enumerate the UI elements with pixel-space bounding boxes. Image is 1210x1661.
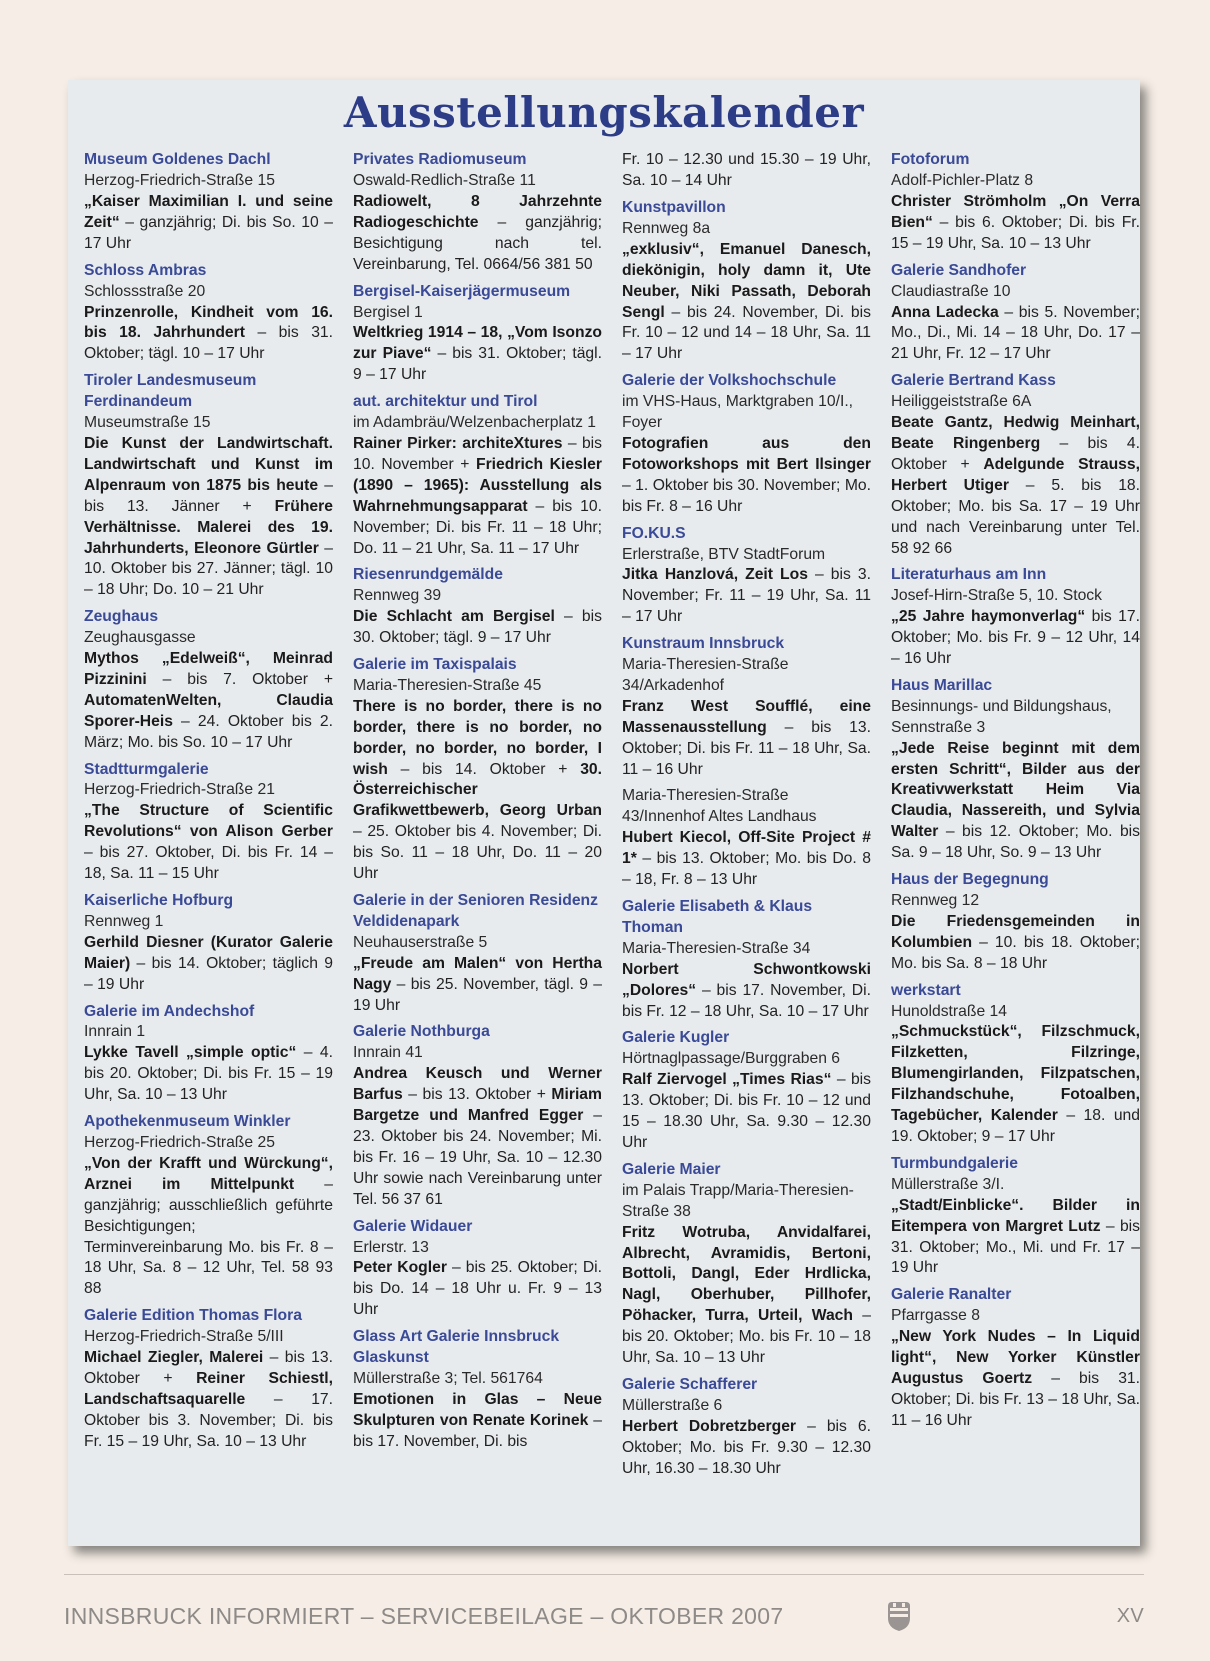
calendar-columns [84,150,1141,1485]
venue-address: im Palais Trapp/Maria-Theresien-Straße 38 [622,1181,854,1220]
venue-name: Museum Goldenes Dachl [84,151,271,169]
venue-address: Besinnungs- und Bildungshaus, Sennstraße 3 [891,697,1112,736]
calendar-entry [353,565,602,649]
venue-address: Oswald-Redlich-Straße 11 [353,172,536,190]
venue-address: Claudiastraße 10 [891,282,1011,300]
exhibition-dates: – bis 13. Oktober; Di. bis Fr. 11 – 18 Uhr, Sa. 11 – 16 Uhr [622,718,871,778]
exhibition-title: Jitka Hanzlová, Zeit Los [622,566,808,584]
exhibition-dates: – bis 7. Oktober + [146,670,333,688]
venue-address: Adolf-Pichler-Platz 8 [891,172,1034,190]
exhibition-dates: – bis 12. Oktober; Mo. bis Sa. 9 – 18 Uhr, So. 9 – 13 Uhr [891,823,1140,862]
exhibition-details [891,1196,1140,1280]
exhibition-title: Andrea Keusch und Werner Barfus [353,1065,602,1104]
exhibition-title: Franz West Soufflé, eine Massenausstellung [622,697,871,736]
calendar-entry [353,655,602,885]
venue-name: Riesenrundgemälde [353,566,503,584]
calendar-entry [84,891,333,996]
exhibition-details [622,434,871,518]
exhibition-dates: – 24. Oktober bis 2. März; Mo. bis So. 10 – 17 Uhr [84,712,333,751]
exhibition-details [353,323,602,386]
exhibition-title: „Stadt/Einblicke“. Bilder in Eitempera von Margret Lutz [891,1196,1140,1235]
calendar-entry [891,1154,1140,1279]
venue-name: Galerie Maier [622,1160,721,1178]
exhibition-dates: – 18. und 19. Oktober; 9 – 17 Uhr [891,1107,1140,1145]
venue-address: Innrain 1 [84,1023,146,1041]
exhibition-title: Miriam Bargetze und Manfred Egger [353,1086,602,1125]
venue-name: FO.KU.S [622,524,686,542]
venue-address: Rennweg 12 [891,892,980,909]
exhibition-dates: – 5. bis 18. Oktober; Mo. bis Sa. 17 – 19 Uhr und nach Vereinbarung unter Tel. 58 92 66 [891,476,1140,557]
venue-name: Galerie der Volkshochschule [622,372,837,390]
exhibition-details [84,801,333,885]
exhibition-dates: – 10. Oktober bis 27. Jänner; tägl. 10 – 18 Uhr; Do. 10 – 21 Uhr [84,539,333,599]
venue-name: Galerie Sandhofer [891,261,1027,279]
page-footer [64,1574,1144,1633]
venue-name: Galerie Schafferer [622,1375,758,1393]
calendar-entry [353,891,602,1016]
exhibition-details [353,954,602,1017]
exhibition-details [622,1070,871,1154]
exhibition-dates: – 17. Oktober bis 3. November; Di. bis Fr. 15 – 19 Uhr, Sa. 10 – 13 Uhr [84,1390,333,1450]
exhibition-title: „Kaiser Maximilian I. und seine Zeit“ [84,193,333,231]
exhibition-dates: – bis 17. November, Di. bis [353,1411,602,1450]
exhibition-dates: – bis 31. Oktober; tägl. 10 – 17 Uhr [84,324,333,363]
venue-address: Rennweg 1 [84,912,164,930]
calendar-entry [84,1306,333,1452]
venue-address: Herzog-Friedrich-Straße 21 [84,781,275,799]
exhibition-dates: – 1. Oktober bis 30. November; Mo. bis Fr. 8 – 16 Uhr [622,476,871,515]
calendar-entry [84,760,333,885]
venue-address: Heiliggeiststraße 6A [891,393,1032,411]
exhibition-dates: – bis 31. Oktober; Mo., Mi. und Fr. 17 – 19 Uhr [891,1217,1141,1277]
exhibition-details [84,933,333,996]
venue-address: Müllerstraße 6 [622,1396,723,1414]
venue-name: Galerie im Taxispalais [353,656,517,674]
venue-address: Zeughausgasse [84,629,196,647]
venue-name: Literaturhaus am Inn [891,566,1047,584]
calendar-entry [353,1217,602,1322]
exhibition-title: AutomatenWelten, Claudia Sporer-Heis [84,691,333,730]
exhibition-title: Beate Gantz, Hedwig Meinhart, Beate Ringenberg [891,414,1140,452]
calendar-entry [84,1002,333,1107]
exhibition-dates: – bis 13. Oktober; Mo. bis Do. 8 – 18, Fr. 8 – 13 Uhr [622,850,871,889]
exhibition-dates: – bis 31. Oktober; tägl. 9 – 17 Uhr [353,345,602,384]
exhibition-title: „exklusiv“, Emanuel Danesch, diekönigin, holy damn it, Ute Neuber, Niki Passath, Deborah Sengl [622,240,871,321]
venue-address: Schlossstraße 20 [84,282,206,300]
exhibition-calendar-panel [68,80,1140,1546]
calendar-entry [353,1022,602,1210]
venue-address: Hunoldstraße 14 [891,1002,1007,1020]
exhibition-dates: – ganzjährig; Besichtigung nach tel. Vereinbarung, Tel. 0664/56 381 50 [353,213,602,273]
exhibition-details [891,303,1140,366]
venue-address: im VHS-Haus, Marktgraben 10/I., Foyer [622,393,854,432]
exhibition-dates: – bis 17. November, Di. bis Fr. 12 – 18 Uhr, Sa. 10 – 17 Uhr [622,981,871,1020]
exhibition-details [353,607,602,649]
calendar-entry [353,392,602,559]
venue-name: Kunstpavillon [622,199,726,216]
calendar-entry [622,1160,871,1369]
exhibition-details [622,150,871,192]
venue-address: Bergisel 1 [353,303,423,321]
exhibition-title: „New York Nudes – In Liquid light“, New Yorker Künstler Augustus Goertz [891,1328,1140,1387]
venue-name: Fotoforum [891,151,970,169]
column-4 [891,150,1140,1485]
exhibition-dates: bis 17. Oktober; Mo. bis Fr. 9 – 12 Uhr, 14 – 16 Uhr [891,608,1140,668]
exhibition-dates: – bis 4. Oktober + [891,434,1140,473]
venue-name: Galerie Widauer [353,1217,473,1235]
calendar-entry [353,282,602,387]
exhibition-details [84,434,333,601]
exhibition-dates: – bis 13. Oktober; Di. bis Fr. 10 – 12 und 15 – 18.30 Uhr, Sa. 9.30 – 12.30 Uhr [622,1071,871,1151]
exhibition-dates: – bis 25. Oktober; Di. bis Do. 14 – 18 Uhr u. Fr. 9 – 13 Uhr [353,1259,602,1319]
exhibition-title: Fritz Wotruba, Anvidalfarei, Albrecht, Avramidis, Bertoni, Bottoli, Dangl, Eder Hrdlicka, Nagl, Oberhuber, Pillhofer, Pöhacker, Turra, Urteil, Wach [622,1223,871,1325]
exhibition-dates: – bis 13. Jänner + [84,476,333,515]
calendar-entry [891,261,1140,366]
venue-name: Galerie Bertrand Kass [891,372,1056,390]
exhibition-details [891,607,1140,670]
venue-name: Schloss Ambras [84,261,207,279]
exhibition-details [622,828,871,891]
venue-address: Müllerstraße 3/I. [891,1175,1005,1193]
footer-text: INNSBRUCK INFORMIERT – SERVICEBEILAGE – OKTOBER 2007 [64,1602,784,1629]
venue-address: Herzog-Friedrich-Straße 25 [84,1133,275,1151]
exhibition-dates: – bis 10. November; Di. bis Fr. 11 – 18 Uhr; Do. 11 – 21 Uhr, Sa. 11 – 17 Uhr [353,497,602,557]
exhibition-details [891,1327,1140,1432]
calendar-entry [891,676,1140,864]
calendar-entry [84,150,333,255]
venue-name: Galerie in der Senioren Residenz Veldidenapark [353,892,598,930]
exhibition-details [891,192,1140,255]
calendar-entry [353,150,602,275]
calendar-entry [891,981,1140,1148]
exhibition-dates: – bis 24. November, Di. bis Fr. 10 – 12 und 14 – 18 Uhr, Sa. 11 – 17 Uhr [622,303,871,363]
exhibition-details [622,240,871,365]
venue-address: im Adambräu/Welzenbacherplatz 1 [353,414,596,432]
exhibition-details [891,413,1140,559]
exhibition-title: Norbert Schwontkowski „Dolores“ [622,960,871,999]
coat-of-arms-icon [885,1599,913,1633]
calendar-entry [622,897,871,1022]
exhibition-title: Anna Ladecka [891,303,999,321]
exhibition-title: „Von der Krafft und Würckung“, Arznei im Mittelpunkt [84,1154,333,1193]
exhibition-title: Friedrich Kiesler (1890 – 1965): Ausstellung als Wahrnehmungsapparat [353,455,602,515]
venue-name: Galerie Kugler [622,1029,730,1047]
calendar-entry [84,1112,333,1300]
page-title: Ausstellungskalender [343,88,865,137]
exhibition-details [622,565,871,628]
calendar-entry [891,150,1140,255]
exhibition-dates: – bis 6. Oktober; Di. bis Fr. 15 – 19 Uhr, Sa. 10 – 13 Uhr [891,213,1140,252]
exhibition-dates: – bis 20. Oktober; Mo. bis Fr. 10 – 18 Uhr, Sa. 10 – 13 Uhr [622,1307,871,1367]
venue-address: Erlerstr. 13 [353,1238,429,1256]
calendar-entry [891,870,1140,975]
venue-name: Galerie Elisabeth & Klaus Thoman [622,898,813,936]
venue-name: Apothekenmuseum Winkler [84,1113,291,1131]
exhibition-details [353,1258,602,1321]
calendar-entry [622,371,871,517]
exhibition-title: Die Friedensgemeinden in Kolumbien [891,912,1140,951]
calendar-entry [891,371,1140,559]
exhibition-title: Ralf Ziervogel „Times Rias“ [622,1071,832,1089]
exhibition-title: „Schmuckstück“, Filzschmuck, Filzketten, Filzringe, Blumengirlanden, Filzpatschen, Filzhandschuhe, Fotoalben, Tagebücher, Kalender [891,1023,1140,1125]
venue-name: Bergisel-Kaiserjägermuseum [353,282,571,300]
exhibition-title: Herbert Dobretzberger [622,1417,797,1435]
exhibition-details [891,912,1140,975]
venue-address: Innrain 41 [353,1044,423,1062]
exhibition-details [84,1154,333,1300]
venue-name: Turmbundgalerie [891,1154,1018,1172]
exhibition-details [622,960,871,1023]
page-number: XV [1116,1604,1144,1627]
column-3 [622,150,871,1485]
calendar-entry [622,198,871,365]
calendar-entry [891,1285,1140,1431]
column-1 [84,150,333,1485]
exhibition-title: Fotografien aus den Fotoworkshops mit Bert Ilsinger [622,434,871,473]
exhibition-title: Emotionen in Glas – Neue Skulpturen von Renate Korinek [353,1390,602,1429]
calendar-entry [622,1375,871,1480]
venue-address: Maria-Theresien-Straße 34/Arkadenhof [622,656,789,694]
venue-address: Hörtnaglpassage/Burggraben 6 [622,1050,841,1068]
exhibition-title: Weltkrieg 1914 – 18, „Vom Isonzo zur Piave“ [353,324,602,363]
calendar-entry [84,261,333,366]
exhibition-dates: – 25. Oktober bis 4. November; Di. bis So. 11 – 18 Uhr, Do. 11 – 20 Uhr [353,823,602,883]
exhibition-title: Rainer Pirker: architeXtures [353,434,563,452]
exhibition-title: „The Structure of Scientific Revolutions“ von Alison Gerber [84,802,333,841]
calendar-entry [891,565,1140,670]
exhibition-details [353,434,602,559]
exhibition-title: „25 Jahre haymonverlag“ [891,608,1086,626]
exhibition-title: There is no border, there is no border, there is no border, no border, no border, no border, I wish [353,697,602,778]
exhibition-title: Prinzenrolle, Kindheit vom 16. bis 18. Jahrhundert [84,303,333,342]
calendar-entry [622,524,871,629]
exhibition-details [84,303,333,366]
exhibition-details [84,1348,333,1453]
venue-name: Stadtturmgalerie [84,760,209,778]
exhibition-title: Christer Strömholm „On Verra Bien“ [891,193,1140,231]
venue-name: Zeughaus [84,608,159,626]
exhibition-details [622,1223,871,1369]
exhibition-dates: – bis 6. Oktober; Mo. bis Fr. 9.30 – 12.30 Uhr, 16.30 – 18.30 Uhr [622,1417,871,1477]
venue-name: Glass Art Galerie Innsbruck Glaskunst [353,1328,560,1367]
venue-address: Neuhauserstraße 5 [353,933,488,951]
exhibition-details [353,1390,602,1453]
exhibition-dates: – bis 10. November + [353,434,603,473]
venue-name: Galerie Nothburga [353,1023,490,1041]
exhibition-dates: – bis 14. Oktober; täglich 9 – 19 Uhr [84,954,333,993]
exhibition-title: „Freude am Malen“ von Hertha Nagy [353,954,602,993]
exhibition-dates: – bis 13. Oktober + [402,1086,552,1104]
venue-address: Rennweg 39 [353,587,442,605]
exhibition-dates: – bis 3. November; Fr. 11 – 19 Uhr, Sa. 11 – 17 Uhr [622,566,871,626]
exhibition-dates: – ganzjährig; ausschließlich geführte Besichtigungen; Terminvereinbarung Mo. bis Fr. 8 – 18 Uhr, Sa. 8 – 12 Uhr, Tel. 58 93 88 [84,1175,333,1298]
exhibition-title: Mythos „Edelweiß“, Meinrad Pizzinini [84,650,333,688]
exhibition-dates: – 23. Oktober bis 24. November; Mi. bis Fr. 16 – 19 Uhr, Sa. 10 – 12.30 Uhr sowie nach Vereinbarung unter Tel. 56 37 61 [353,1107,602,1208]
column-2 [353,150,602,1485]
venue-name: Kaiserliche Hofburg [84,892,234,909]
venue-name: Privates Radiomuseum [353,151,527,169]
calendar-entry [84,607,333,753]
exhibition-title: Gerhild Diesner (Kurator Galerie Maier) [84,933,333,972]
venue-address: Müllerstraße 3; Tel. 561764 [353,1369,543,1387]
venue-name: Tiroler Landesmuseum Ferdinandeum [84,372,257,411]
calendar-entry [622,1028,871,1153]
venue-address: Museumstraße 15 [84,414,211,432]
exhibition-details [84,1043,333,1106]
exhibition-title: Lykke Tavell „simple optic“ [84,1044,297,1062]
calendar-entry [84,371,333,601]
calendar-entry [353,1327,602,1452]
exhibition-details [622,1417,871,1480]
exhibition-dates: – bis 13. Oktober + [84,1349,333,1387]
exhibition-details [891,739,1140,864]
venue-address: Maria-Theresien-Straße 34 [622,939,811,957]
exhibition-title: Die Kunst der Landwirtschaft. Landwirtschaft und Kunst im Alpenraum von 1875 bis heute [84,434,333,494]
venue-name: Galerie Ranalter [891,1286,1012,1304]
exhibition-title: Adelgunde Strauss, Herbert Utiger [891,455,1140,494]
exhibition-title: Die Schlacht am Bergisel [353,608,555,626]
venue-name: Galerie im Andechshof [84,1002,255,1020]
exhibition-dates: – ganzjährig; Di. bis So. 10 – 17 Uhr [84,213,333,252]
venue-address: Herzog-Friedrich-Straße 15 [84,172,275,190]
exhibition-dates: – bis 30. Oktober; tägl. 9 – 17 Uhr [353,608,602,647]
venue-address: Erlerstraße, BTV StadtForum [622,545,826,563]
exhibition-details [353,697,602,885]
venue-address: Maria-Theresien-Straße 45 [353,676,542,694]
calendar-entry [622,150,871,192]
calendar-entry [622,786,871,891]
exhibition-title: Radiowelt, 8 Jahrzehnte Radiogeschichte [353,193,602,231]
exhibition-dates: – bis 25. November, tägl. 9 – 19 Uhr [353,975,602,1014]
exhibition-title: Michael Ziegler, Malerei [84,1349,264,1367]
venue-address: Josef-Hirn-Straße 5, 10. Stock [891,587,1102,605]
exhibition-title: Reiner Schiestl, Landschaftsaquarelle [84,1369,333,1408]
exhibition-dates: – bis 14. Oktober + [387,760,581,778]
exhibition-dates: Fr. 10 – 12.30 und 15.30 – 19 Uhr, Sa. 10 – 14 Uhr [622,151,871,190]
exhibition-title: 30. Österreichischer Grafikwettbewerb, Georg Urban [353,760,602,820]
exhibition-title: Peter Kogler [353,1259,447,1277]
exhibition-details [891,1022,1140,1147]
exhibition-details [84,649,333,754]
calendar-entry [622,634,871,780]
exhibition-dates: – bis 5. November; Mo., Di., Mi. 14 – 18 Uhr, Do. 17 – 21 Uhr, Fr. 12 – 17 Uhr [891,303,1140,363]
exhibition-dates: – 4. bis 20. Oktober; Di. bis Fr. 15 – 19 Uhr, Sa. 10 – 13 Uhr [84,1044,333,1104]
venue-name: werkstart [891,981,961,999]
venue-name: aut. architektur und Tirol [353,393,538,411]
venue-name: Haus der Begegnung [891,871,1049,889]
venue-address: Pfarrgasse 8 [891,1307,980,1325]
exhibition-title: Hubert Kiecol, Off-Site Project # 1* [622,829,871,868]
exhibition-title: Frühere Verhältnisse. Malerei des 19. Jahrhunderts, Eleonore Gürtler [84,497,333,557]
exhibition-details [353,192,602,276]
venue-name: Galerie Edition Thomas Flora [84,1307,302,1325]
exhibition-details [622,697,871,781]
venue-address: Herzog-Friedrich-Straße 5/III [84,1328,284,1346]
exhibition-details [84,192,333,255]
exhibition-dates: – bis 27. Oktober, Di. bis Fr. 14 – 18, Sa. 11 – 15 Uhr [84,844,333,883]
venue-address: Maria-Theresien-Straße 43/Innenhof Altes Landhaus [622,787,817,826]
exhibition-dates: – 10. bis 18. Oktober; Mo. bis Sa. 8 – 18 Uhr [891,933,1140,972]
venue-name: Kunstraum Innsbruck [622,635,785,653]
exhibition-details [353,1064,602,1210]
exhibition-dates: – bis 31. Oktober; Di. bis Fr. 13 – 18 Uhr, Sa. 11 – 16 Uhr [891,1369,1141,1429]
exhibition-title: „Jede Reise beginnt mit dem ersten Schritt“, Bilder aus der Kreativwerkstatt Heim Via Claudia, Nassereith, und Sylvia Walter [891,739,1140,841]
venue-address: Rennweg 8a [622,219,711,237]
venue-name: Haus Marillac [891,676,993,694]
